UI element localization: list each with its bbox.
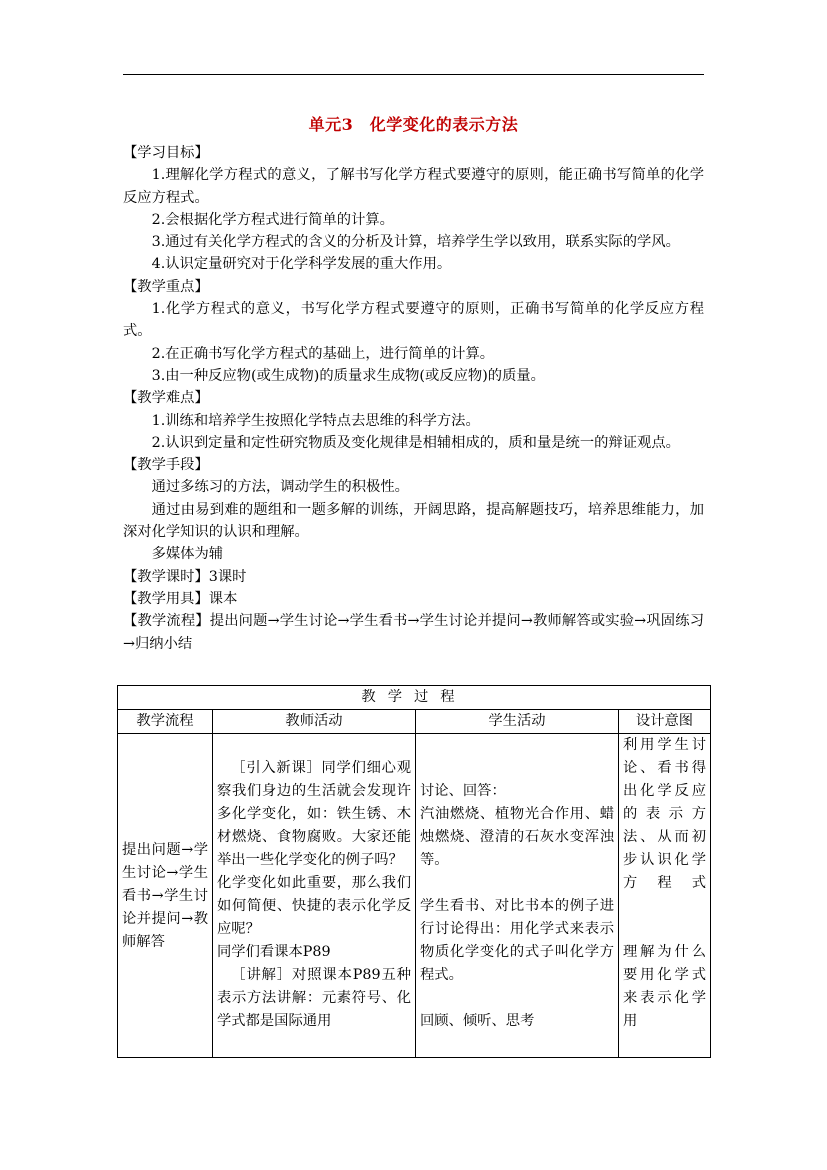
process-table (117, 685, 711, 1058)
column-header: 学生活动 (416, 710, 619, 734)
teacher-activity-text: ［引入新课］同学们细心观察我们身边的生活就会发现许多化学变化，如：铁生锈、木材燃烧、食物腐败。大家还能举出一些化学变化的例子吗？ (217, 760, 411, 868)
difficulty-item: 1.训练和培养学生按照化学特点去思维的科学方法。 (151, 412, 480, 429)
student-activity-text: 学生看书、对比书本的例子进行讨论得出：用化学式来表示物质化学变化的式子叫化学方程式。 (420, 898, 614, 983)
key-point-item: 3.由一种反应物(或生成物)的质量求生成物(或反应物)的质量。 (151, 367, 545, 384)
objectives-heading: 【学习目标】 (123, 145, 209, 161)
page-title: 单元3 化学变化的表示方法 (308, 115, 519, 134)
teacher-activity-text: 化学变化如此重要，那么我们如何简便、快捷的表示化学反应呢？ (217, 875, 411, 937)
student-activity-cell (416, 734, 619, 1058)
student-activity-text: 回顾、倾听、思考 (420, 1013, 535, 1029)
means-item: 通过由易到难的题组和一题多解的训练，开阔思路，提高解题技巧，培养思维能力，加深对化学知识的认识和理解。 (123, 501, 704, 541)
key-point-item: 1.化学方程式的意义，书写化学方程式要遵守的原则，正确书写简单的化学反应方程式。 (123, 301, 704, 340)
column-header: 教师活动 (213, 710, 416, 734)
teaching-tools: 【教学用具】课本 (123, 590, 238, 607)
column-header: 教学流程 (118, 710, 213, 734)
objective-item: 4.认识定量研究对于化学科学发展的重大作用。 (151, 256, 452, 273)
class-hours: 【教学课时】3课时 (123, 568, 247, 585)
objective-item: 2.会根据化学方程式进行简单的计算。 (151, 211, 394, 228)
column-header: 设计意图 (619, 710, 711, 734)
difficulty-heading: 【教学难点】 (123, 390, 209, 407)
teacher-activity-text: ［讲解］对照课本P89五种表示方法讲解：元素符号、化学式都是国际通用 (217, 967, 411, 1029)
means-item: 多媒体为辅 (151, 546, 224, 563)
objective-item: 3.通过有关化学方程式的含义的分析及计算，培养学生学以致用，联系实际的学风。 (151, 234, 680, 251)
means-heading: 【教学手段】 (123, 457, 209, 474)
header-rule (123, 74, 704, 75)
teaching-flow: 【教学流程】提出问题→学生讨论→学生看书→学生讨论并提问→教师解答或实验→巩固练习→归纳小结 (123, 613, 704, 652)
key-point-item: 2.在正确书写化学方程式的基础上，进行简单的计算。 (151, 345, 495, 362)
key-points-heading: 【教学重点】 (123, 278, 209, 295)
design-intent-text: 利用学生讨论、看书得出化学反应的表示方法、从而初步认识化学方程式 (623, 737, 706, 891)
teacher-activity-text: 同学们看课本P89 (217, 944, 331, 960)
document-body (123, 142, 704, 655)
student-activity-text: 讨论、回答： (420, 783, 506, 799)
student-activity-text: 汽油燃烧、植物光合作用、蜡烛燃烧、澄清的石灰水变浑浊等。 (420, 806, 614, 868)
difficulty-item: 2.认识到定量和定性研究物质及变化规律是相辅相成的，质和量是统一的辩证观点。 (151, 434, 680, 451)
design-intent-cell (619, 734, 711, 1058)
means-item: 通过多练习的方法，调动学生的积极性。 (151, 479, 409, 496)
flow-cell (118, 734, 213, 1058)
teacher-activity-cell (213, 734, 416, 1058)
objective-item: 1.理解化学方程式的意义，了解书写化学方程式要遵守的原则，能正确书写简单的化学反应方程式。 (123, 167, 704, 206)
design-intent-text: 理解为什么要用化学式来表示化学用 (623, 944, 706, 1029)
flow-text: 提出问题→学生讨论→学生看书→学生讨论并提问→教师解答 (122, 842, 208, 950)
table-header: 教学过程 (118, 686, 711, 710)
